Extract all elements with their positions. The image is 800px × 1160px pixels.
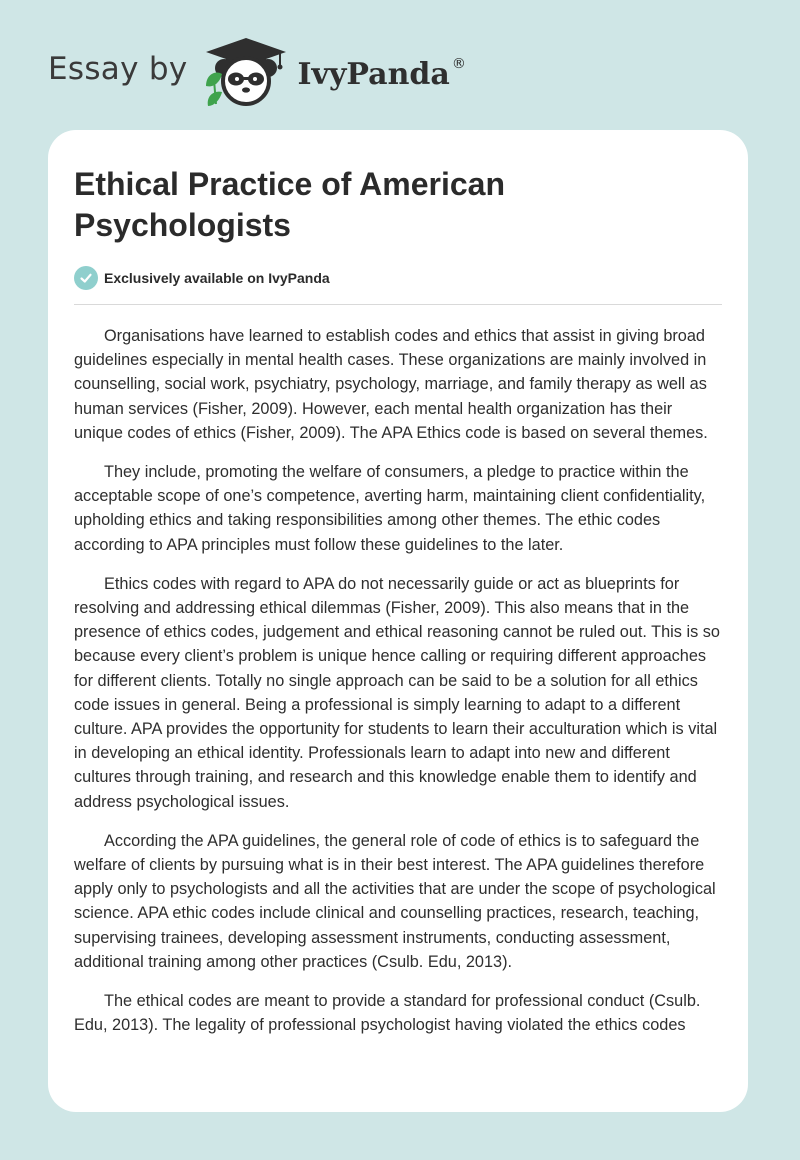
exclusive-label: Exclusively available on IvyPanda bbox=[104, 270, 330, 286]
essay-content bbox=[48, 130, 748, 1037]
check-circle-icon bbox=[74, 266, 98, 290]
essay-card bbox=[48, 130, 748, 1112]
essay-body bbox=[74, 324, 722, 1037]
essay-title: Ethical Practice of American Psychologists bbox=[74, 166, 505, 243]
registered-mark: ® bbox=[451, 56, 466, 72]
paragraph: According the APA guidelines, the general role of code of ethics is to safeguard the welfare of clients by pursuing what is in their best interest. The APA guidelines therefore apply only to psychologists and all the activities that are under the scope of psychological science. APA ethic codes include clinical and counselling practices, research, teaching, supervising trainees, developing assessment instruments, conducting assessment, additional training among other practices (Csulb. Edu, 2013). bbox=[74, 831, 716, 971]
paragraph: The ethical codes are meant to provide a standard for professional conduct (Csulb. Edu, 2013). The legality of professional psychologist having violated the ethics codes bbox=[74, 992, 701, 1035]
site-brand[interactable] bbox=[48, 36, 466, 108]
exclusive-badge bbox=[74, 266, 722, 305]
panda-graduate-icon bbox=[202, 36, 290, 108]
paragraph: They include, promoting the welfare of consumers, a pledge to practice within the acceptable scope of one’s competence, averting harm, maintaining client confidentiality, upholding ethics and taking responsibilities among other themes. The ethic codes according to APA principles must follow these guidelines to the later. bbox=[74, 463, 706, 554]
paragraph: Ethics codes with regard to APA do not necessarily guide or act as blueprints for resolving and addressing ethical dilemmas (Fisher, 2009). This also means that in the presence of ethics codes, judgement and ethical reasoning cannot be ruled out. This is so because every client’s problem is unique hence calling or requiring different approaches for different clients. Totally no single approach can be said to be a solution for all ethics code issues in general. Being a professional is simply learning to adapt to a different culture. APA provides the opportunity for students to learn their acculturation which is vital in developing an ethical identity. Professionals learn to adapt into new and different cultures through training, and research and this knowledge enable them to identify and address psychological issues. bbox=[74, 574, 720, 811]
paragraph: Organisations have learned to establish codes and ethics that assist in giving broad guidelines especially in mental health cases. These organizations are mainly involved in counselling, social work, psychiatry, psychology, marriage, and family therapy as well as human services (Fisher, 2009). However, each mental health organization has their unique codes of ethics (Fisher, 2009). The APA Ethics code is based on several themes. bbox=[74, 327, 708, 442]
brand-name: IvyPanda bbox=[297, 56, 450, 92]
brand-prefix: Essay by bbox=[48, 51, 188, 87]
